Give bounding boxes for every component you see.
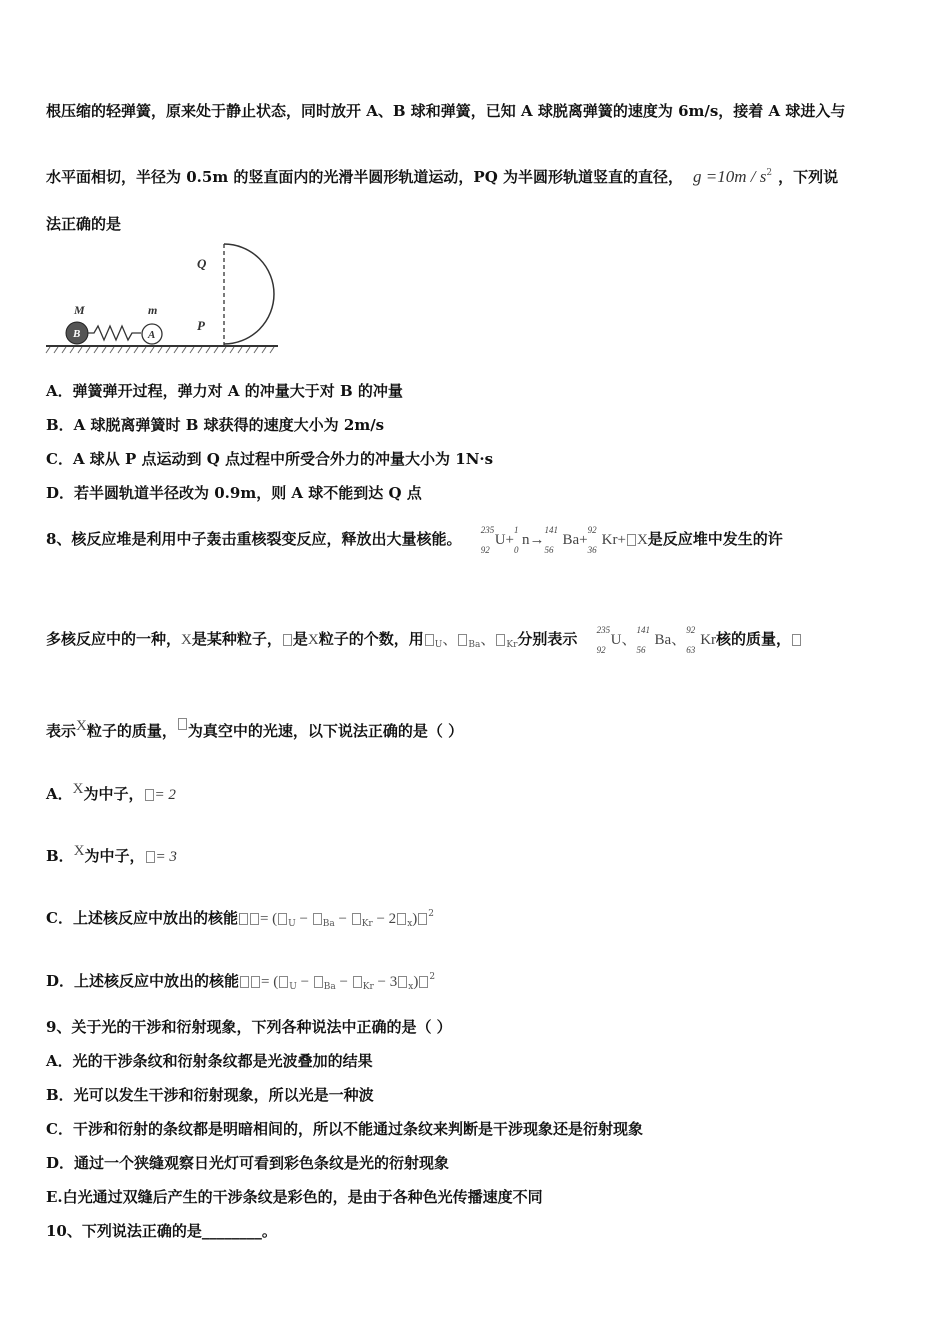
placeholder-box	[353, 976, 362, 988]
q7-figure	[44, 240, 280, 358]
q8-option-d	[46, 967, 435, 997]
sub-u: U	[289, 982, 297, 992]
g-exp: 2	[766, 168, 773, 178]
q7-line2-end: ，下列说	[778, 168, 839, 186]
sub-kr: Kr	[361, 919, 373, 929]
eq-arrow: →	[529, 532, 545, 548]
placeholder-box	[496, 634, 505, 646]
paren: )	[413, 974, 419, 990]
sep: 、	[621, 632, 637, 648]
ground-hatch	[46, 347, 274, 353]
placeholder-box	[419, 976, 428, 988]
eq-u235: 235 92 U	[480, 525, 506, 555]
eq-x: X	[636, 532, 648, 548]
placeholder-box	[239, 913, 248, 925]
label-m: m	[148, 303, 158, 317]
opt-eq: = (	[261, 974, 279, 990]
placeholder-box	[458, 634, 467, 646]
placeholder-box	[313, 913, 322, 925]
g-formula: g =10m / s	[692, 167, 767, 186]
placeholder-box	[178, 718, 187, 730]
sep: 、	[442, 632, 458, 648]
q7-option-b: B．A 球脱离弹簧时 B 球获得的速度大小为 2m/s	[46, 416, 385, 434]
q8-text: 是	[292, 630, 308, 648]
placeholder-box	[425, 634, 434, 646]
placeholder-box	[283, 634, 292, 646]
q10-stem: 10、下列说法正确的是________。	[46, 1222, 277, 1240]
minus: −	[335, 974, 352, 990]
placeholder-box	[278, 913, 287, 925]
minus: − 2	[372, 911, 397, 927]
q7-line2	[46, 163, 838, 187]
sub-ba: Ba	[323, 982, 336, 992]
placeholder-box	[145, 789, 154, 801]
label-Q: Q	[197, 256, 207, 271]
sub-x: x	[407, 919, 413, 929]
placeholder-box	[251, 976, 260, 988]
q7-line1: 根压缩的轻弹簧，原来处于静止状态，同时放开 A、B 球和弹簧，已知 A 球脱离弹簧的速度为 6m/s，接着 A 球进入与	[46, 102, 846, 120]
q8-line2	[46, 625, 802, 655]
placeholder-box	[792, 634, 801, 646]
x-symbol: X	[73, 843, 85, 859]
minus: −	[296, 974, 313, 990]
q9-option-c: C．干涉和衍射的条纹都是明暗相间的，所以不能通过条纹来判断是干涉现象还是衍射现象	[46, 1120, 643, 1138]
q8-intro-end: 是反应堆中发生的许	[647, 530, 783, 548]
q8-text: 表示	[46, 722, 77, 740]
q8-text: 粒子的质量，	[86, 722, 177, 740]
q8-option-c	[46, 904, 434, 934]
minus: − 3	[373, 974, 398, 990]
x-symbol: X	[307, 632, 319, 648]
eq-ba141: 141 56 Ba	[544, 525, 580, 555]
q7-option-d: D．若半圆轨道半径改为 0.9m，则 A 球不能到达 Q 点	[46, 484, 422, 502]
q8-option-b	[46, 841, 177, 867]
q9-option-a: A．光的干涉条纹和衍射条纹都是光波叠加的结果	[46, 1052, 373, 1070]
eq-kr92: 92 36 Kr	[587, 525, 618, 555]
nuc-ba141: 141 56 Ba	[636, 625, 672, 655]
semicircle-track	[224, 244, 274, 344]
q7-line3: 法正确的是	[46, 215, 122, 233]
eq-plus: +	[579, 532, 588, 548]
opt-eq: = (	[259, 911, 278, 927]
ball-a-label: A	[148, 329, 156, 341]
placeholder-box	[418, 913, 427, 925]
opt-text: 为中子，	[84, 847, 145, 865]
placeholder-box	[240, 976, 249, 988]
sub-kr: Kr	[362, 982, 374, 992]
x-symbol: X	[76, 718, 87, 734]
q8-text: 为真空中的光速，以下说法正确的是（ ）	[187, 722, 464, 740]
sub-ba: Ba	[468, 640, 481, 650]
paren: )	[412, 911, 418, 927]
placeholder-box	[279, 976, 288, 988]
q8-line1	[46, 525, 783, 555]
q9-stem: 9、关于光的干涉和衍射现象，下列各种说法中正确的是（ ）	[46, 1018, 452, 1036]
opt-text: D．上述核反应中放出的核能	[46, 972, 240, 990]
sq: 2	[428, 909, 434, 919]
eq-neutron: 1 0 n	[514, 525, 530, 555]
sep: 、	[671, 632, 687, 648]
placeholder-box	[398, 976, 407, 988]
q8-intro: 8、核反应堆是利用中子轰击重核裂变反应，释放出大量核能。	[46, 530, 462, 548]
minus: −	[295, 911, 312, 927]
label-M: M	[74, 303, 85, 317]
placeholder-box	[250, 913, 259, 925]
placeholder-box	[352, 913, 361, 925]
eq-plus: +	[505, 532, 514, 548]
sub-kr: Kr	[506, 640, 518, 650]
ball-b-label: B	[73, 328, 81, 340]
q8-text: 分别表示	[517, 630, 578, 648]
sub-ba: Ba	[322, 919, 335, 929]
spring	[88, 326, 141, 340]
nuc-kr92: 92 63 Kr	[686, 625, 717, 655]
q9-option-d: D．通过一个狭缝观察日光灯可看到彩色条纹是光的衍射现象	[46, 1154, 450, 1172]
minus: −	[334, 911, 351, 927]
nuc-u235: 235 92 U	[596, 625, 622, 655]
q8-text: 核的质量，	[716, 630, 792, 648]
q7-option-c: C．A 球从 P 点运动到 Q 点过程中所受合外力的冲量大小为 1N·s	[46, 450, 494, 468]
placeholder-box	[397, 913, 406, 925]
q8-text: 是某种粒子，	[191, 630, 282, 648]
q9-option-e: E.白光通过双缝后产生的干涉条纹是彩色的，是由于各种色光传播速度不同	[46, 1188, 543, 1206]
q8-option-a	[46, 779, 176, 805]
sq: 2	[429, 972, 436, 982]
opt-text: 为中子，	[83, 785, 144, 803]
q9-option-b: B．光可以发生干涉和衍射现象，所以光是一种波	[46, 1086, 374, 1104]
label-P: P	[197, 318, 205, 333]
q8-text: 多核反应中的一种，	[46, 630, 182, 648]
x-symbol: X	[181, 632, 192, 648]
sub-u: U	[434, 640, 443, 650]
placeholder-box	[146, 851, 155, 863]
placeholder-box	[314, 976, 323, 988]
opt-label: A．	[46, 785, 73, 803]
eq-plus: +	[617, 532, 626, 548]
q8-line3	[46, 716, 463, 741]
q7-line2-text: 水平面相切，半径为 0.5m 的竖直面内的光滑半圆形轨道运动，PQ 为半圆形轨道竖直的直径，	[46, 168, 683, 186]
opt-eq: = 3	[155, 849, 177, 865]
sub-x: x	[408, 982, 414, 992]
sep: 、	[480, 632, 496, 648]
opt-eq: = 2	[154, 787, 176, 803]
q8-text: 粒子的个数，用	[318, 630, 424, 648]
sub-u: U	[288, 919, 296, 929]
placeholder-box	[627, 534, 636, 546]
q7-option-a: A．弹簧弹开过程，弹力对 A 的冲量大于对 B 的冲量	[46, 382, 403, 400]
opt-label: B．	[46, 847, 74, 865]
opt-text: C．上述核反应中放出的核能	[46, 909, 238, 927]
x-symbol: X	[72, 781, 84, 797]
